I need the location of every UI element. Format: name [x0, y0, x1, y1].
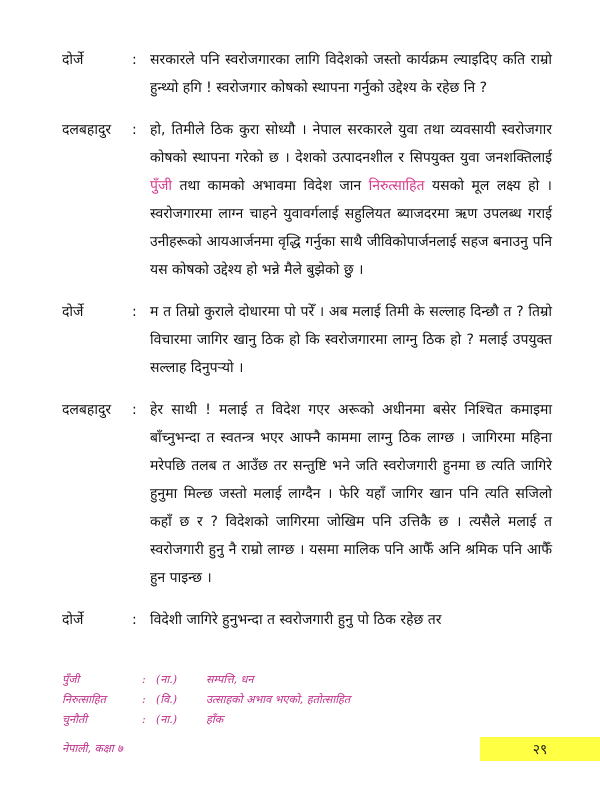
speech-segment: तथा कामको अभावमा विदेश जान [171, 178, 369, 194]
glossary-row [62, 690, 422, 710]
speaker-colon: : [132, 612, 137, 628]
dialogue-section [62, 46, 552, 648]
page-number: २९ [532, 741, 548, 758]
footer-book-title: नेपाली, कक्षा ७ [62, 742, 123, 755]
speech-text [150, 606, 552, 634]
dialogue-turn [62, 606, 552, 634]
speech-segment: सरकारले पनि स्वरोजगारका लागि विदेशको जस्तो कार्यक्रम ल्याइदिए कति राम्रो हुन्थ्यो हगि ! स्वरोजगार कोषको स्थापना गर्नुको उद्देश्य के रहेछ नि ? [150, 52, 552, 96]
speaker-colon: : [132, 304, 137, 320]
glossary-pos: (वि.) [156, 693, 178, 706]
glossary-colon: : [142, 713, 146, 726]
speaker-name: दलबहादुर [62, 402, 112, 418]
speech-segment: हो, तिमीले ठिक कुरा सोध्यौ । नेपाल सरकारले युवा तथा व्यवसायी स्वरोजगार कोषको स्थापना गरेको छ । देशको उत्पादनशील र सिपयुक्त युवा जनशक्तिलाई [150, 122, 552, 166]
glossary-colon: : [142, 673, 146, 686]
speech-segment: विदेशी जागिरे हुनुभन्दा त स्वरोजगारी हुनु पो ठिक रहेछ तर [150, 612, 442, 628]
speech-text [150, 46, 552, 102]
speech-segment: हेर साथी ! मलाई त विदेश गएर अरूको अधीनमा बसेर निश्चित कमाइमा बाँच्नुभन्दा त स्वतन्त्र भएर आफ्नै काममा लाग्नु ठिक लाग्छ । जागिरमा महिना मरेपछि तलब त आउँछ तर सन्तुष्टि भने जति स्वरोजगारी हुनमा छ त्यति जागिरे हुनुमा मिल्छ जस्तो मलाई लाग्दैन । फेरि यहाँ जागिर खान पनि त्यति सजिलो कहाँ छ र ? विदेशको जागिरमा जोखिम पनि उत्तिकै छ । त्यसैले मलाई त स्वरोजगारी हुनु नै राम्रो लाग्छ । यसमा मालिक पनि आफैँ अनि श्रमिक पनि आफैँ हुन पाइन्छ । [150, 402, 552, 586]
dialogue-turn [62, 298, 552, 382]
glossary-pos: (ना.) [156, 673, 178, 686]
speech-text [150, 298, 552, 382]
speaker-colon: : [132, 402, 137, 418]
page-number-band [480, 737, 600, 761]
glossary-row [62, 710, 422, 730]
glossary-meaning: उत्साहको अभाव भएको, हतोत्साहित [206, 693, 351, 706]
speaker-name: दोर्जे [62, 304, 84, 320]
glossary-word: निरुत्साहित [62, 693, 106, 706]
speech-segment: यसको मूल लक्ष्य हो । स्वरोजगारमा लाग्न चाहने युवावर्गलाई सहुलियत ब्याजदरमा ऋण उपलब्ध गराई उनीहरूको आयआर्जनमा वृद्धि गर्नुका साथै जीविकोपार्जनलाई सहज बनाउनु पनि यस कोषको उद्देश्य हो भन्ने मैले बुझेको छु । [150, 178, 552, 278]
glossary-colon: : [142, 693, 146, 706]
glossary-meaning: हाँक [206, 713, 224, 726]
highlighted-word: पुँजी [150, 178, 172, 194]
glossary-row [62, 670, 422, 690]
speaker-name: दलबहादुर [62, 122, 112, 138]
glossary-word: चुनौती [62, 713, 88, 726]
glossary-pos: (ना.) [156, 713, 178, 726]
speaker-colon: : [132, 122, 137, 138]
glossary [62, 670, 422, 730]
dialogue-turn [62, 396, 552, 592]
speaker-name: दोर्जे [62, 612, 84, 628]
dialogue-turn [62, 116, 552, 284]
speech-segment: म त तिम्रो कुराले दोधारमा पो परेँ । अब मलाई तिमी के सल्लाह दिन्छौ त ? तिम्रो विचारमा जागिर खानु ठिक हो कि स्वरोजगारमा लाग्नु ठिक हो ? मलाई उपयुक्त सल्लाह दिनुपऱ्यो । [150, 304, 552, 376]
dialogue-turn [62, 46, 552, 102]
glossary-meaning: सम्पत्ति, धन [206, 673, 254, 686]
highlighted-word: निरुत्साहित [368, 178, 425, 194]
speech-text [150, 116, 552, 284]
speaker-name: दोर्जे [62, 52, 84, 68]
speech-text [150, 396, 552, 592]
glossary-word: पुँजी [62, 673, 80, 686]
speaker-colon: : [132, 52, 137, 68]
